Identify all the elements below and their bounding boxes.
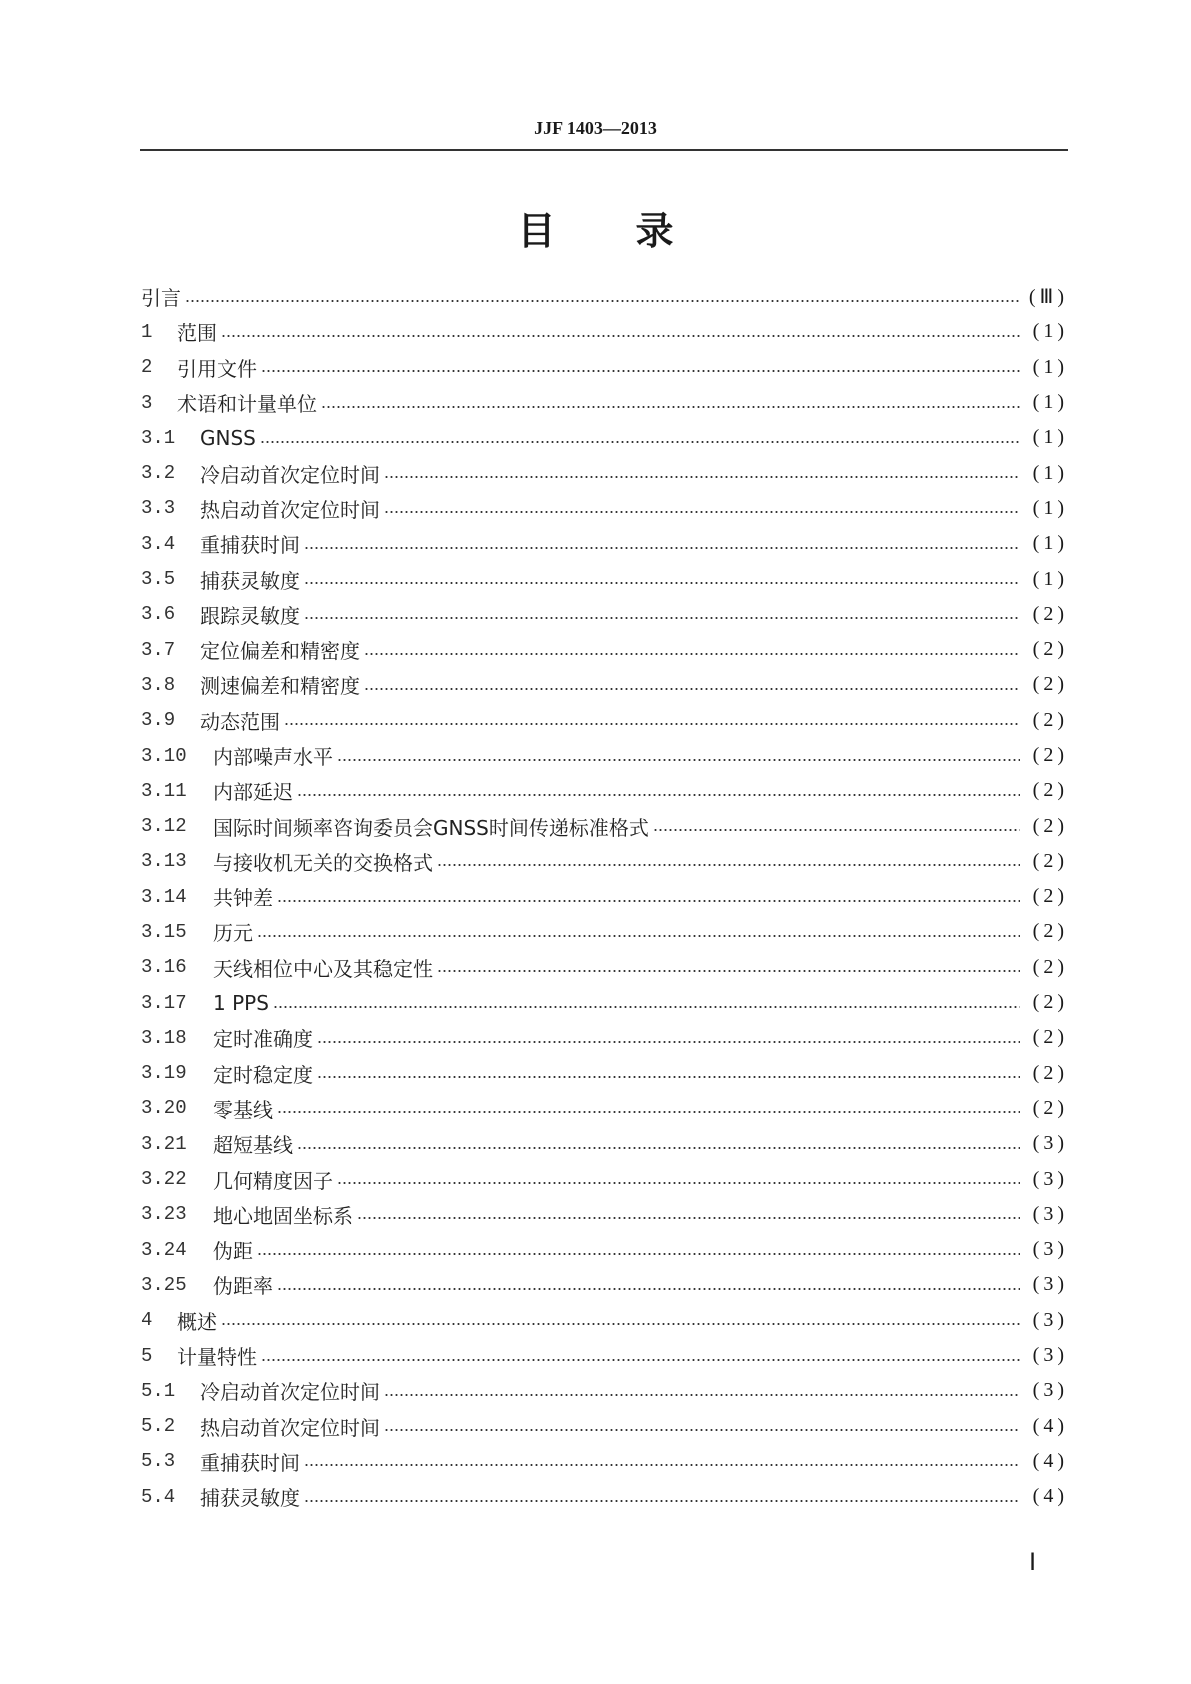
toc-entry-page: (1) [1032,320,1068,343]
toc-entry-number: 4 [141,1309,153,1332]
dot-leader [277,1287,1020,1291]
toc-entry-page: (2) [1032,638,1068,661]
toc-entry-page: (2) [1032,1061,1068,1084]
toc-entry-page: (4) [1032,1485,1068,1508]
toc-entry-page: (2) [1032,744,1068,766]
toc-entry-label: GNSS [200,425,256,450]
toc-entry-page: (1) [1032,426,1068,449]
toc-entry-label: 历元 [213,921,253,946]
toc-entry-number: 3.17 [141,991,187,1014]
toc-entry-number: 3.23 [141,1203,187,1226]
dot-leader [297,793,1020,797]
toc-entry-label: 地心地固坐标系 [213,1203,353,1228]
dot-leader [317,1040,1020,1044]
page-title [0,200,1191,255]
toc-entry-label: 内部噪声水平 [213,745,333,769]
dot-leader [357,1216,1020,1220]
toc-entry-label: 内部延迟 [213,780,293,805]
toc-entry-label: 与接收机无关的交换格式 [213,850,433,875]
toc-entry-page: (1) [1032,496,1068,519]
toc-entry-page: (1) [1032,461,1068,484]
document-id-header: JJF 1403—2013 [534,118,657,138]
dot-leader [261,369,1020,373]
toc-entry-label: 重捕获时间 [200,533,300,558]
toc-entry[interactable] [141,1303,1068,1338]
toc-entry[interactable] [141,385,1068,420]
toc-entry-number: 5.3 [141,1450,176,1473]
dot-leader [221,334,1020,338]
dot-leader [277,1110,1020,1114]
dot-leader [437,969,1020,973]
toc-entry-label: 共钟差 [213,886,273,911]
title-char: 录 [635,209,674,253]
toc-entry-label: 国际时间频率咨询委员会GNSS时间传递标准格式 [213,815,649,840]
toc-entry[interactable] [141,1479,1068,1514]
title-char: 目 [517,209,556,253]
toc-entry-label: 测速偏差和精密度 [200,674,360,699]
toc-entry-page: (2) [1032,849,1068,872]
toc-entry[interactable] [141,1232,1068,1267]
toc-entry-page: (2) [1032,814,1068,837]
toc-entry-number: 3.6 [141,603,176,626]
toc-entry-number: 2 [141,356,153,379]
toc-entry-number: 3.22 [141,1168,187,1191]
toc-entry-label: 定位偏差和精密度 [200,639,360,664]
toc-entry-label: 1 PPS [213,990,269,1015]
dot-leader [277,899,1020,903]
toc-entry-label: 热启动首次定位时间 [200,1415,380,1440]
dot-leader [304,616,1020,620]
toc-entry[interactable] [141,1267,1068,1302]
toc-entry[interactable] [141,1161,1068,1196]
toc-entry[interactable] [141,420,1068,455]
table-of-contents [141,279,1068,1514]
dot-leader [364,687,1020,691]
dot-leader [337,1181,1020,1185]
toc-entry-page: (3) [1032,1167,1068,1190]
toc-entry-label: 动态范围 [200,709,280,734]
toc-entry-label: 热启动首次定位时间 [200,497,380,522]
toc-entry-number: 3.4 [141,532,176,555]
toc-entry[interactable] [141,1126,1068,1161]
toc-entry[interactable] [141,985,1068,1020]
page-number: Ⅰ [1029,1550,1037,1576]
dot-leader [321,405,1020,409]
toc-entry-number: 3.11 [141,779,187,802]
dot-leader [337,758,1020,762]
toc-entry-page: (2) [1032,708,1068,731]
toc-entry-number: 3 [141,391,153,414]
toc-entry-page: (2) [1032,920,1068,943]
toc-entry[interactable] [141,950,1068,985]
toc-entry-label: 概述 [177,1309,217,1334]
toc-entry[interactable] [141,1409,1068,1444]
toc-entry[interactable] [141,1373,1068,1408]
toc-entry-page: (3) [1032,1202,1068,1225]
toc-entry-page: (2) [1032,1026,1068,1049]
toc-entry-number: 3.7 [141,638,176,661]
dot-leader [185,299,1020,303]
toc-entry[interactable] [141,279,1068,314]
dot-leader [257,1252,1020,1256]
dot-leader [260,440,1020,444]
toc-entry-page: (1) [1032,567,1068,590]
toc-entry-page: (Ⅲ) [1028,286,1068,309]
toc-entry[interactable] [141,808,1068,843]
toc-entry-label: 引用文件 [177,356,257,381]
toc-entry-number: 3.20 [141,1097,187,1120]
toc-entry[interactable] [141,632,1068,667]
toc-entry[interactable] [141,1056,1068,1091]
toc-entry-page: (2) [1032,991,1068,1014]
toc-entry-number: 3.2 [141,462,176,485]
dot-leader [221,1322,1020,1326]
toc-entry[interactable] [141,703,1068,738]
toc-entry-number: 3.18 [141,1026,187,1049]
dot-leader [297,1146,1020,1150]
toc-entry[interactable] [141,844,1068,879]
header-rule [140,149,1068,151]
toc-entry[interactable] [141,667,1068,702]
toc-entry-label: 零基线 [213,1097,273,1122]
toc-entry-page: (2) [1032,779,1068,802]
toc-entry-number: 3.1 [141,426,176,449]
toc-entry-number: 3.3 [141,497,176,520]
toc-entry-label: 重捕获时间 [200,1450,300,1475]
toc-entry-number: 3.12 [141,815,187,838]
dot-leader [653,828,1020,832]
toc-entry-label: 几何精度因子 [213,1168,333,1193]
toc-entry[interactable] [141,1338,1068,1373]
dot-leader [304,546,1020,550]
toc-entry-label: 捕获灵敏度 [200,1486,300,1511]
dot-leader [384,1393,1020,1397]
toc-entry[interactable] [141,314,1068,349]
toc-entry-number: 3.19 [141,1062,187,1085]
toc-entry-number: 3.5 [141,568,176,591]
toc-entry-page: (1) [1032,532,1068,555]
toc-entry[interactable] [141,526,1068,561]
dot-leader [304,1499,1020,1503]
toc-entry-page: (4) [1032,1449,1068,1472]
dot-leader [273,1005,1020,1009]
toc-entry-label: 冷启动首次定位时间 [200,1380,380,1405]
toc-entry[interactable] [141,561,1068,596]
toc-entry-label: 冷启动首次定位时间 [200,462,380,487]
toc-entry-number: 3.13 [141,850,187,873]
toc-entry[interactable] [141,738,1068,773]
toc-entry-number: 3.24 [141,1238,187,1261]
dot-leader [304,581,1020,585]
toc-entry-page: (2) [1032,955,1068,978]
dot-leader [261,1358,1020,1362]
toc-entry-label: 定时稳定度 [213,1062,313,1087]
dot-leader [384,1428,1020,1432]
toc-entry[interactable] [141,1444,1068,1479]
toc-entry-page: (3) [1032,1308,1068,1331]
toc-entry-number: 1 [141,320,153,343]
dot-leader [317,1075,1020,1079]
toc-entry-label: 引言 [141,286,181,311]
toc-entry-page: (3) [1032,1132,1068,1155]
dot-leader [364,652,1020,656]
toc-entry-number: 5 [141,1344,153,1367]
dot-leader [257,934,1020,938]
toc-entry-label: 范围 [177,321,217,346]
toc-entry-label: 计量特性 [177,1345,257,1370]
toc-entry-page: (3) [1032,1238,1068,1261]
toc-entry-number: 3.10 [141,744,187,767]
toc-entry[interactable] [141,597,1068,632]
toc-entry-number: 3.9 [141,709,176,732]
toc-entry-label: 定时准确度 [213,1027,313,1052]
toc-entry-label: 术语和计量单位 [177,392,317,417]
toc-entry-number: 3.25 [141,1273,187,1296]
toc-entry[interactable] [141,455,1068,490]
dot-leader [284,722,1020,726]
toc-entry-label: 伪距率 [213,1274,273,1299]
toc-entry[interactable] [141,914,1068,949]
toc-entry-page: (2) [1032,885,1068,908]
toc-entry-page: (1) [1032,391,1068,414]
dot-leader [384,510,1020,514]
dot-leader [304,1463,1020,1467]
toc-entry-number: 3.21 [141,1132,187,1155]
toc-entry-page: (1) [1032,355,1068,378]
toc-entry-page: (2) [1032,673,1068,696]
toc-entry[interactable] [141,1091,1068,1126]
toc-entry-number: 5.1 [141,1379,176,1402]
dot-leader [437,863,1020,867]
toc-entry-page: (2) [1032,1096,1068,1119]
toc-entry-number: 5.4 [141,1485,176,1508]
toc-entry-page: (3) [1032,1379,1068,1402]
toc-entry-label: 伪距 [213,1239,253,1264]
toc-entry-page: (4) [1032,1414,1068,1437]
toc-entry[interactable] [141,491,1068,526]
dot-leader [384,475,1020,479]
toc-entry-number: 3.16 [141,956,187,979]
toc-entry-label: 超短基线 [213,1133,293,1158]
toc-entry[interactable] [141,350,1068,385]
toc-entry-page: (3) [1032,1344,1068,1367]
toc-entry[interactable] [141,879,1068,914]
toc-entry-page: (2) [1032,602,1068,625]
toc-entry-label: 捕获灵敏度 [200,568,300,593]
toc-entry-page: (3) [1032,1273,1068,1296]
toc-entry-number: 3.15 [141,920,187,943]
toc-entry-label: 天线相位中心及其稳定性 [213,956,433,981]
toc-entry[interactable] [141,1020,1068,1055]
toc-entry[interactable] [141,1197,1068,1232]
toc-entry[interactable] [141,773,1068,808]
toc-entry-number: 3.14 [141,885,187,908]
toc-entry-number: 5.2 [141,1415,176,1438]
toc-entry-label: 跟踪灵敏度 [200,603,300,628]
toc-entry-number: 3.8 [141,673,176,696]
